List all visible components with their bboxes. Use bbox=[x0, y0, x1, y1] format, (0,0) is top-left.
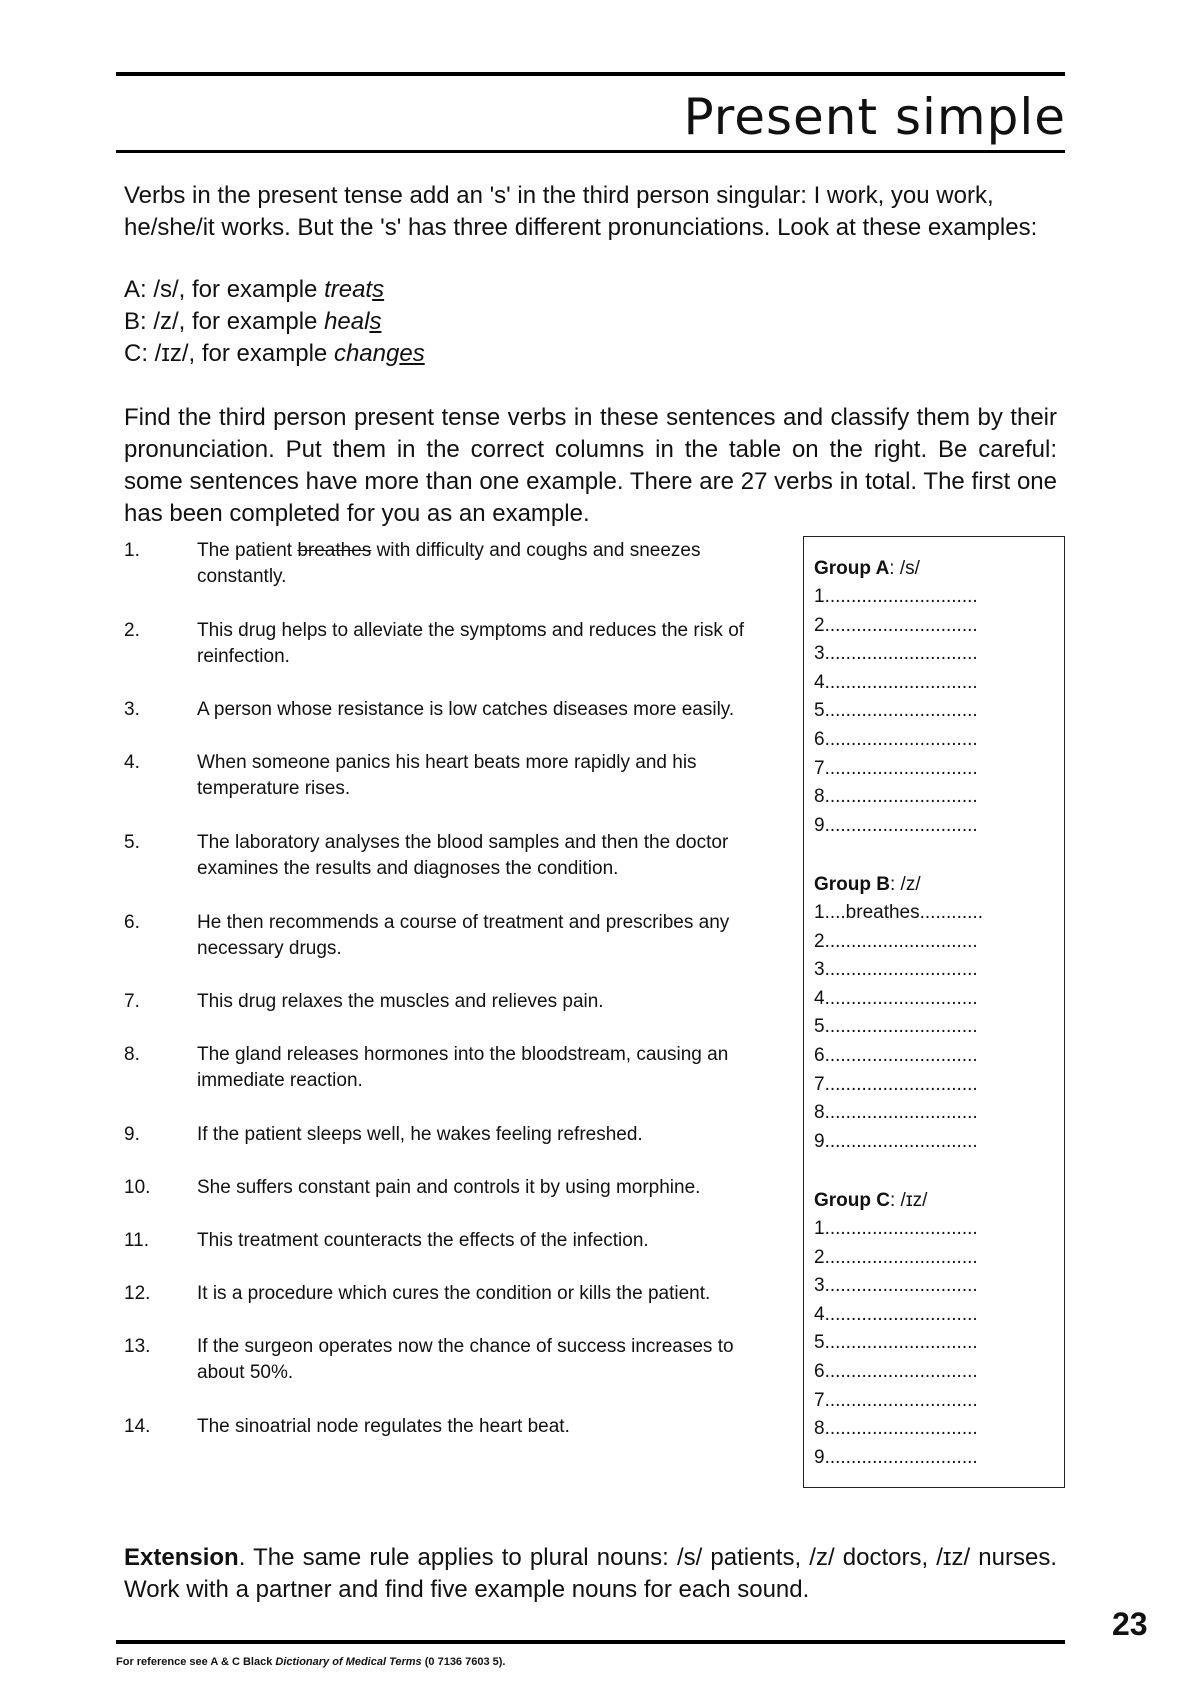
answer-slot[interactable]: 5............................. bbox=[814, 1332, 978, 1354]
answer-slot[interactable]: 7............................. bbox=[814, 1073, 978, 1095]
answer-slot[interactable]: 1............................. bbox=[814, 586, 978, 607]
sentence-text: When someone panics his heart beats more rapidly and his temperature rises. bbox=[197, 752, 697, 799]
answer-slot[interactable]: 1............................. bbox=[814, 1218, 978, 1239]
pronunciation-examples bbox=[124, 274, 1057, 370]
answer-slot[interactable]: 4............................. bbox=[814, 1303, 978, 1325]
answer-slot[interactable]: 2............................. bbox=[814, 614, 978, 636]
answer-slot[interactable]: 2............................. bbox=[814, 1246, 978, 1268]
group-a bbox=[814, 555, 1054, 840]
sentence-number: 3. bbox=[124, 699, 140, 720]
example-line: C: /ɪz/, for example changes bbox=[124, 340, 425, 367]
sentence-text: If the surgeon operates now the chance of success increases to about 50%. bbox=[197, 1336, 734, 1383]
sentence-number: 6. bbox=[124, 912, 140, 933]
sentence-number: 11. bbox=[124, 1230, 150, 1251]
sentence-text: This drug helps to alleviate the symptoms and reduces the risk of reinfection. bbox=[197, 620, 745, 667]
bottom-rule bbox=[116, 1640, 1065, 1644]
sentence-number: 13. bbox=[124, 1336, 151, 1357]
extension-text: . The same rule applies to plural nouns: /s/ patients, /z/ doctors, /ɪz/ nurses. Work with a partner and find five example nouns for each sound. bbox=[124, 1544, 1057, 1603]
answer-groups-box bbox=[803, 536, 1065, 1488]
answer-slot[interactable]: 8............................. bbox=[814, 786, 978, 808]
extension-heading: Extension bbox=[124, 1544, 239, 1571]
sentence-text: A person whose resistance is low catches diseases more easily. bbox=[197, 699, 735, 720]
example-word: changes bbox=[333, 340, 425, 367]
answer-slot[interactable]: 3............................. bbox=[814, 643, 978, 665]
answer-slot[interactable]: 5............................. bbox=[814, 700, 978, 722]
struck-example-word: breathes bbox=[297, 540, 372, 561]
sentence-number: 2. bbox=[124, 620, 140, 641]
answer-slot[interactable]: 7............................. bbox=[814, 757, 978, 779]
answer-slot[interactable]: 3............................. bbox=[814, 959, 978, 981]
instructions-paragraph: Find the third person present tense verbs in these sentences and classify them by their pronunciation. Put them in the correct columns in the table on the right. Be careful: some sentences have more than one example. There are 27 verbs in total. The first one has been completed for you as an example. bbox=[124, 404, 1057, 527]
answer-slot[interactable]: 5............................. bbox=[814, 1016, 978, 1038]
example-word: heals bbox=[324, 308, 382, 335]
answer-slot[interactable]: 9............................. bbox=[814, 1130, 978, 1152]
sentence-number: 5. bbox=[124, 832, 140, 853]
example-line: A: /s/, for example treats bbox=[124, 276, 385, 303]
sentence-number: 9. bbox=[124, 1124, 140, 1145]
sentence-text: This treatment counteracts the effects of the infection. bbox=[197, 1230, 649, 1251]
answer-slot[interactable]: 3............................. bbox=[814, 1275, 978, 1297]
answer-slot[interactable]: 8............................. bbox=[814, 1418, 978, 1440]
book-title: Dictionary of Medical Terms bbox=[275, 1656, 422, 1668]
extension-paragraph bbox=[124, 1542, 1057, 1606]
sentence-text: It is a procedure which cures the condition or kills the patient. bbox=[197, 1283, 711, 1304]
answer-slot[interactable]: 9............................. bbox=[814, 814, 978, 836]
intro-paragraph: Verbs in the present tense add an 's' in the third person singular: I work, you work, he/she/it works. But the 's' has three different pronunciations. Look at these examples: bbox=[124, 182, 1038, 241]
page-number: 23 bbox=[1112, 1606, 1148, 1642]
footer-reference: For reference see A & C Black Dictionary of Medical Terms (0 7136 7603 5). bbox=[116, 1656, 506, 1668]
group-heading: Group A: /s/ bbox=[814, 558, 920, 579]
answer-slot[interactable]: 4............................. bbox=[814, 987, 978, 1009]
answer-slot[interactable]: 6............................. bbox=[814, 1044, 978, 1066]
example-word: treats bbox=[324, 276, 385, 303]
sentence-number: 1. bbox=[124, 540, 140, 561]
top-rule bbox=[116, 72, 1065, 76]
group-c bbox=[814, 1187, 1054, 1472]
sentence-text: He then recommends a course of treatment and prescribes any necessary drugs. bbox=[197, 912, 730, 959]
sentence-text: The gland releases hormones into the bloodstream, causing an immediate reaction. bbox=[197, 1044, 729, 1091]
sentence-text: She suffers constant pain and controls it by using morphine. bbox=[197, 1177, 701, 1198]
sentence-text: This drug relaxes the muscles and relieves pain. bbox=[197, 991, 604, 1012]
sentence-number: 7. bbox=[124, 991, 140, 1012]
answer-slot-filled[interactable]: 1....breathes............ bbox=[814, 902, 983, 923]
sentence-number: 14. bbox=[124, 1416, 151, 1437]
sentence-text: The laboratory analyses the blood samples and then the doctor examines the results and diagnoses the condition. bbox=[197, 832, 729, 879]
answer-slot[interactable]: 9............................. bbox=[814, 1446, 978, 1468]
sentence-text: The sinoatrial node regulates the heart beat. bbox=[197, 1416, 570, 1437]
answer-slot[interactable]: 4............................. bbox=[814, 671, 978, 693]
group-heading: Group C: /ɪz/ bbox=[814, 1190, 928, 1211]
answer-slot[interactable]: 7............................. bbox=[814, 1389, 978, 1411]
answer-slot[interactable]: 2............................. bbox=[814, 930, 978, 952]
sentence-number: 4. bbox=[124, 752, 140, 773]
group-heading: Group B: /z/ bbox=[814, 874, 921, 895]
sentence-number: 8. bbox=[124, 1044, 140, 1065]
answer-slot[interactable]: 6............................. bbox=[814, 728, 978, 750]
sentence-number: 10. bbox=[124, 1177, 151, 1198]
answer-slot[interactable]: 8............................. bbox=[814, 1102, 978, 1124]
sentence-text: If the patient sleeps well, he wakes feeling refreshed. bbox=[197, 1124, 643, 1145]
sentence-text: The patient breathes with difficulty and coughs and sneezes constantly. bbox=[197, 540, 701, 587]
answer-slot[interactable]: 6............................. bbox=[814, 1360, 978, 1382]
page-title: Present simple bbox=[683, 88, 1066, 146]
group-b bbox=[814, 871, 1054, 1156]
example-line: B: /z/, for example heals bbox=[124, 308, 382, 335]
sentence-number: 12. bbox=[124, 1283, 151, 1304]
title-rule bbox=[116, 150, 1065, 153]
